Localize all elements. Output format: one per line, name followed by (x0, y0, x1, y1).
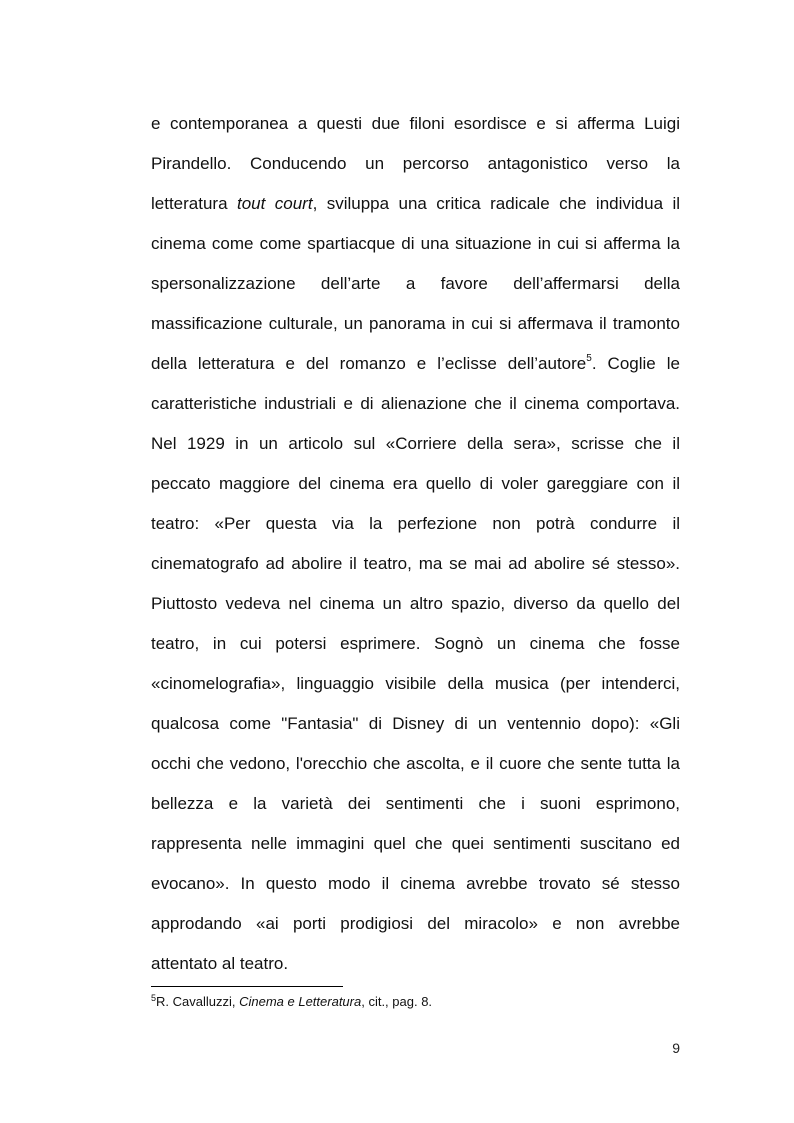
footnote (151, 993, 680, 1011)
body-text (151, 104, 680, 984)
body-line: bellezza e la varietà dei sentimenti che i suoni esprimono, (151, 794, 680, 813)
body-line: cinema come come spartiacque di una situazione in cui si afferma la (151, 234, 680, 253)
body-line: Piuttosto vedeva nel cinema un altro spazio, diverso da quello del (151, 594, 680, 613)
body-line: «cinomelografia», linguaggio visibile della musica (per intenderci, (151, 674, 680, 693)
footnote-marker: 5 (151, 993, 157, 1003)
body-line: Pirandello. Conducendo un percorso antagonistico verso la (151, 154, 680, 173)
italic-term: tout court (236, 194, 313, 213)
footnote-author: R. Cavalluzzi, (156, 994, 240, 1009)
body-line: caratteristiche industriali e di alienazione che il cinema comportava. (151, 394, 680, 413)
footnote-reference[interactable]: 5 (586, 353, 592, 364)
body-line: e contemporanea a questi due filoni esordisce e si afferma Luigi (151, 114, 680, 133)
body-line: occhi che vedono, l'orecchio che ascolta, e il cuore che sente tutta la (151, 754, 680, 773)
footnote-title: Cinema e Letteratura (239, 994, 362, 1009)
footnote-citation: , cit., pag. 8. (361, 994, 433, 1009)
body-line: cinematografo ad abolire il teatro, ma se mai ad abolire sé stesso». (151, 554, 680, 573)
body-line: teatro: «Per questa via la perfezione non potrà condurre il (151, 514, 680, 533)
footnote-separator (151, 986, 343, 987)
body-line: peccato maggiore del cinema era quello di voler gareggiare con il (151, 474, 680, 493)
body-line: teatro, in cui potersi esprimere. Sognò un cinema che fosse (151, 634, 680, 653)
body-line: attentato al teatro. (151, 954, 289, 973)
body-line: Nel 1929 in un articolo sul «Corriere della sera», scrisse che il (151, 434, 680, 453)
body-line: massificazione culturale, un panorama in cui si affermava il tramonto (151, 314, 680, 333)
body-line: della letteratura e del romanzo e l’eclisse dell’autore$^5$. Coglie le (151, 353, 680, 373)
body-line: approdando «ai porti prodigiosi del miracolo» e non avrebbe (151, 914, 680, 933)
body-line: spersonalizzazione dell’arte a favore dell’affermarsi della (151, 274, 680, 293)
body-line: letteratura tout court, sviluppa una critica radicale che individua il (151, 194, 680, 213)
body-line: evocano». In questo modo il cinema avrebbe trovato sé stesso (151, 874, 680, 893)
body-line: rappresenta nelle immagini quel che quei sentimenti suscitano ed (151, 834, 680, 853)
body-line: qualcosa come "Fantasia" di Disney di un ventennio dopo): «Gli (151, 714, 680, 733)
page-number: 9 (672, 1040, 680, 1056)
